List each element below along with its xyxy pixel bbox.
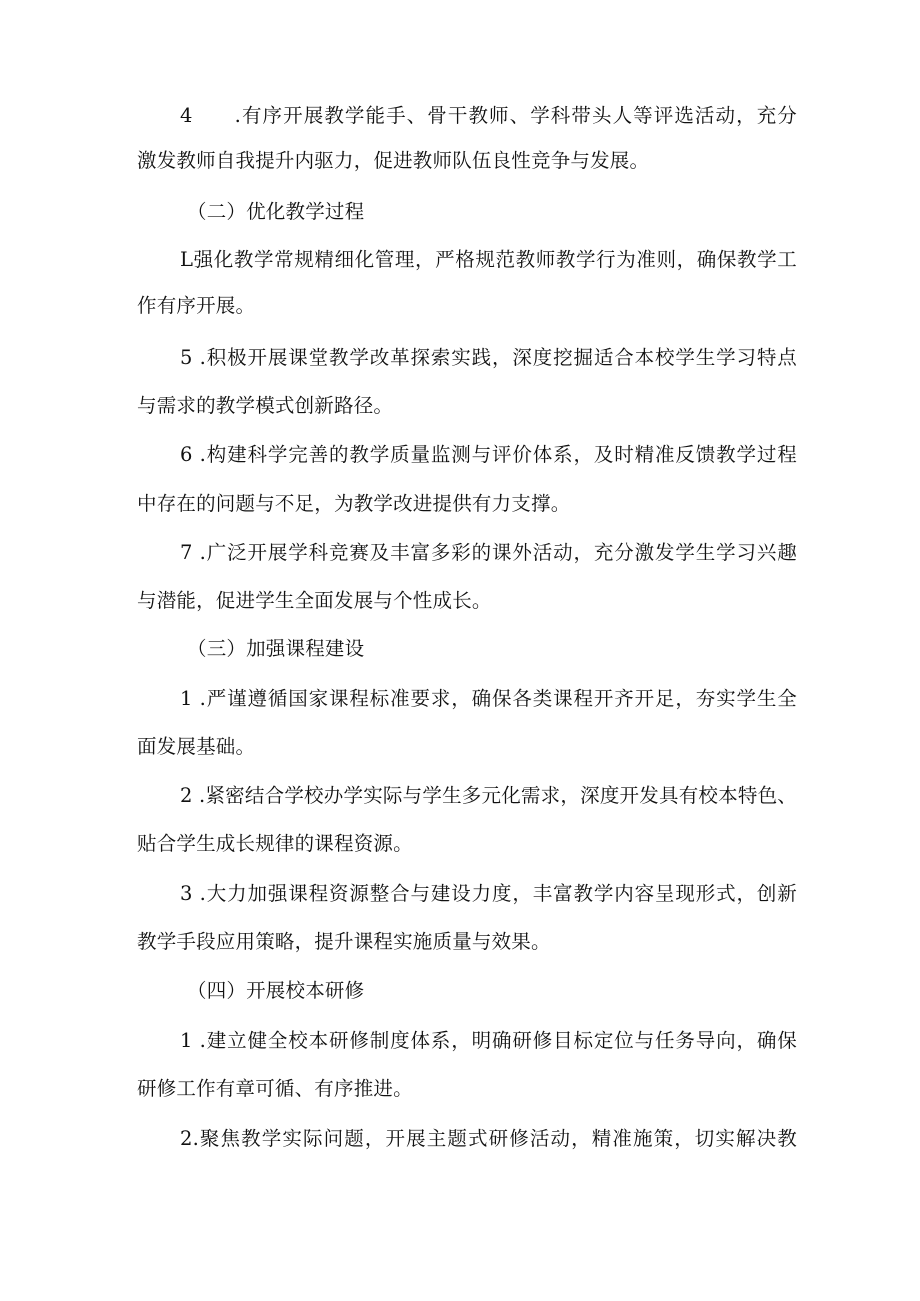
paragraph-line: 激发教师自我提升内驱力，促进教师队伍良性竞争与发展。 — [137, 149, 650, 172]
paragraph-line: 中存在的问题与不足，为教学改进提供有力支撑。 — [137, 492, 571, 515]
paragraph-line: 面发展基础。 — [137, 735, 256, 758]
section-heading: （三）加强课程建设 — [187, 637, 365, 660]
paragraph-line: 研修工作有章可循、有序推进。 — [137, 1077, 413, 1100]
paragraph-line: 7 .广泛开展学科竞赛及丰富多彩的课外活动，充分激发学生学习兴趣 — [180, 541, 797, 564]
paragraph-line: 1 .严谨遵循国家课程标准要求，确保各类课程开齐开足，夯实学生全 — [180, 687, 797, 710]
paragraph-line: 3 .大力加强课程资源整合与建设力度，丰富教学内容呈现形式，创新 — [180, 882, 797, 905]
paragraph-line: 贴合学生成长规律的课程资源。 — [137, 832, 413, 855]
section-heading: （四）开展校本研修 — [187, 979, 365, 1002]
paragraph-line: 4 .有序开展教学能手、骨干教师、学科带头人等评选活动，充分 — [180, 104, 797, 127]
paragraph-line: 2 .紧密结合学校办学实际与学生多元化需求，深度开发具有校本特色、 — [180, 784, 797, 807]
paragraph-line: 与潜能，促进学生全面发展与个性成长。 — [137, 589, 492, 612]
paragraph-line: 2.聚焦教学实际问题，开展主题式研修活动，精准施策，切实解决教 — [180, 1127, 797, 1150]
section-heading: （二）优化教学过程 — [187, 200, 365, 223]
paragraph-line: 教学手段应用策略，提升课程实施质量与效果。 — [137, 930, 551, 953]
paragraph-line: 5 .积极开展课堂教学改革探索实践，深度挖掘适合本校学生学习特点 — [180, 346, 797, 369]
paragraph-line: 6 .构建科学完善的教学质量监测与评价体系，及时精准反馈教学过程 — [180, 443, 797, 466]
paragraph-line: 与需求的教学模式创新路径。 — [137, 394, 394, 417]
paragraph-line: L强化教学常规精细化管理，严格规范教师教学行为准则，确保教学工 — [180, 248, 797, 271]
paragraph-line: 作有序开展。 — [137, 294, 256, 317]
paragraph-line: 1 .建立健全校本研修制度体系，明确研修目标定位与任务导向，确保 — [180, 1029, 797, 1052]
